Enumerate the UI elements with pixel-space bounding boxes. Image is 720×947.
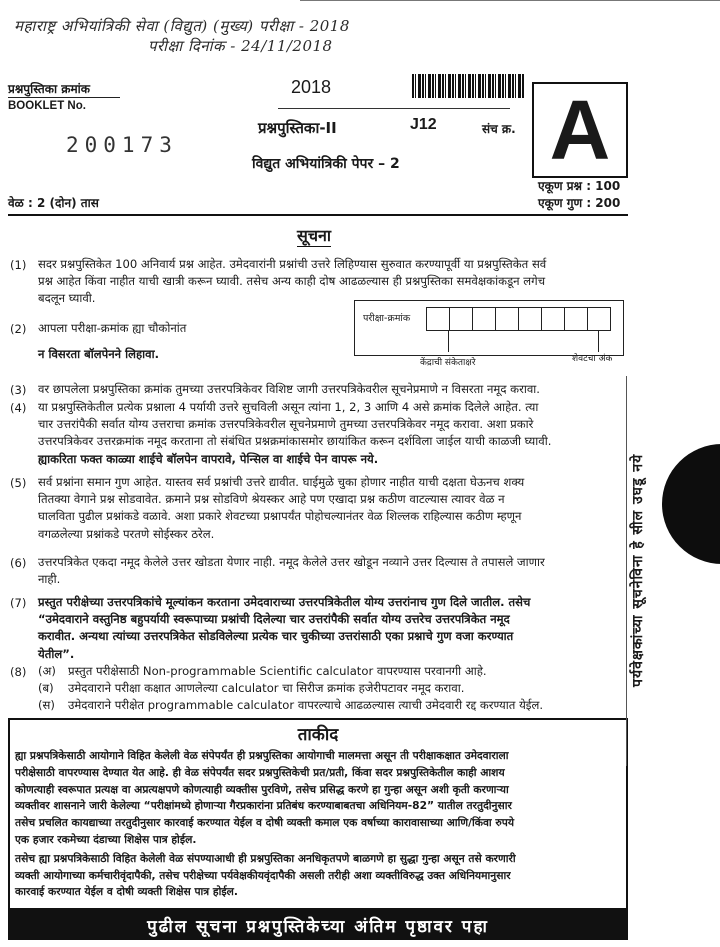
booklet-title: प्रश्नपुस्तिका-II	[258, 119, 337, 137]
item-4-line-3: उत्तरपत्रिकेवर उत्तरक्रमांक नमूद करताना तो संबंधित प्रश्नक्रमांकासमोर छायांकित करून दर्शविला जाईल याची काळजी घ्यावी.	[38, 434, 552, 449]
item-8-sub-a	[38, 663, 628, 680]
item-4-text	[38, 399, 622, 468]
item-5-line-1: सर्व प्रश्नांना समान गुण आहेत. यास्तव सर्व प्रश्नांची उत्तरे द्यावीत. घाईमुळे चुका होणार नाहीत याची दक्षता घेऊनच शक्य	[38, 475, 525, 489]
warning-line: तसेच ह्या प्रश्नपत्रिकेसाठी विहित केलेली वेळ संपण्याआधी ही प्रश्नपुस्तिका अनधिकृतपणे बाळगणे हा सुद्धा गुन्हा असून तसे करणारी	[15, 851, 516, 865]
item-4-number: (4)	[10, 401, 27, 415]
warning-line: कोणत्याही स्वरूपात प्रत्यक्ष वा अप्रत्यक्षपणे कोणत्याही व्यक्तीस पुरविणे, तसेच प्रसिद्ध करणे हा गुन्हा असून अशी कृती करणाऱ्या	[15, 782, 509, 796]
roll-digit-box[interactable]	[426, 307, 450, 331]
roll-digit-box[interactable]	[472, 307, 496, 331]
centre-arrow-line	[448, 330, 449, 352]
item-4-line-4: ह्याकरिता फक्त काळ्या शाईचे बॉलपेन वापरावे, पेन्सिल वा शाईचे पेन वापरू नये.	[38, 451, 379, 466]
item-2-line-2: न विसरता बॉलपेनने लिहावा.	[38, 347, 159, 362]
item-7-line-3: करावीत. अन्यथा त्यांच्या उत्तरपत्रिकेत सोडविलेल्या प्रत्येक चार चुकीच्या उत्तरांसाठी एका प्रश्नाचे गुण वजा करण्यात	[38, 629, 514, 644]
header-rule	[278, 108, 510, 109]
item-8-number: (8)	[10, 665, 27, 679]
warning-line: व्यक्ती आयोगाच्या कर्मचारीवृंदापैकी, तसेच परीक्षेच्या पर्यवेक्षकीयवृंदापैकी असली तरीही अशा व्यक्तीविरुद्ध उक्त अधिनियमानुसार	[15, 868, 511, 882]
item-8-sub-a-label: (अ)	[38, 664, 56, 678]
item-2-text	[38, 320, 338, 363]
warning-line: तसेच प्रचलित कायद्याच्या तरतुदीनुसार कारवाई करण्यात येईल व दोषी व्यक्ती कमाल एक वर्षाच्या कारावासाच्या आणि/किंवा रुपये	[15, 816, 515, 830]
footer-notice-bar	[8, 910, 628, 940]
subject-title: विद्युत अभियांत्रिकी पेपर – 2	[252, 156, 400, 172]
warning-heading: ताकीद	[297, 725, 339, 745]
roll-number-panel	[354, 300, 624, 356]
item-8-sub-b	[38, 680, 628, 697]
paper-code: J12	[410, 116, 437, 133]
roll-digit-box[interactable]	[587, 307, 611, 331]
booklet-label-english: BOOKLET No.	[8, 100, 86, 112]
item-2-line-1: आपला परीक्षा-क्रमांक ह्या चौकोनांत	[38, 321, 187, 335]
handwritten-exam-date: परीक्षा दिनांक - 24/11/2018	[148, 37, 333, 55]
roll-digit-box[interactable]	[449, 307, 473, 331]
item-3-text	[38, 381, 622, 398]
item-7-line-4: येतील”.	[38, 646, 75, 661]
warning-box	[8, 718, 628, 910]
barcode	[412, 74, 524, 98]
digit-arrow-line	[598, 330, 599, 352]
item-5-line-3: घालविता पुढील प्रश्नांकडे वळावे. अशा प्रकारे शेवटच्या प्रश्नापर्यंत पोहोचल्यानंतर वेळ शिल्लक राहिल्यास कठीण म्हणून	[38, 509, 522, 524]
item-6-text	[38, 554, 622, 588]
item-3-number: (3)	[10, 383, 27, 397]
roll-digit-box[interactable]	[495, 307, 519, 331]
item-3-line-1: वर छापलेला प्रश्नपुस्तिका क्रमांक तुमच्या उत्तरपत्रिकेवर विशिष्ट जागी उत्तरपत्रिकेवरील सूचनेप्रमाणे न विसरता नमूद करावा.	[38, 382, 540, 396]
warning-line: ह्या प्रश्नपत्रिकेसाठी आयोगाने विहित केलेली वेळ संपेपर्यंत ही प्रश्नपुस्तिका आयोगाची मालमत्ता असून ती परीक्षाकक्षात उमेदवाराला	[15, 749, 509, 762]
warning-paragraph-2	[10, 849, 626, 901]
item-1-line-3: बदलून घ्यावी.	[38, 291, 96, 306]
section-divider	[8, 214, 628, 216]
set-letter-box	[532, 82, 628, 178]
item-6-line-1: उत्तरपत्रिकेत एकदा नमूद केलेले उत्तर खोडता येणार नाही. नमूद केलेले उत्तर खोडून नव्याने उत्तर दिल्यास ते तपासले जाणार	[38, 555, 545, 569]
top-scan-line	[300, 0, 720, 1]
warning-line: एक हजार रकमेच्या दंडाच्या शिक्षेस पात्र होईल.	[15, 832, 197, 846]
footer-notice-text: पुढील सूचना प्रश्नपुस्तिकेच्या अंतिम पृष्ठावर पहा	[147, 916, 489, 937]
item-7-line-1: प्रस्तुत परीक्षेच्या उत्तरपत्रिकांचे मूल्यांकन करताना उमेदवाराच्या उत्तरपत्रिकेतील योग्य उत्तरांनाच गुण दिले जातील. तसेच	[38, 595, 531, 609]
warning-paragraph-1	[10, 745, 626, 849]
edge-tab-mark	[662, 444, 720, 564]
item-6-number: (6)	[10, 556, 27, 570]
exam-duration: वेळ : 2 (दोन) तास	[8, 196, 99, 210]
item-8-sub-c-label: (स)	[38, 698, 55, 713]
instructions-heading: सूचना	[297, 226, 332, 245]
item-5-number: (5)	[10, 476, 27, 490]
item-2-number: (2)	[10, 322, 27, 336]
item-5-text	[38, 474, 622, 543]
warning-line: व्यक्तीवर शासनाने जारी केलेल्या “परीक्षांमध्ये होणाऱ्या गैरप्रकारांना प्रतिबंध करण्याबाबतचा अधिनियम-82” यातील तरतुदीनुसार	[15, 799, 512, 813]
item-7-line-2: “उमेदवाराने वस्तुनिष्ठ बहुपर्यायी स्वरूपाच्या प्रश्नांची दिलेल्या चार उत्तरांपैकी सर्वात योग्य उत्तरेच उत्तरपत्रिकेत नमूद	[38, 612, 510, 627]
item-8-sub-c	[38, 697, 628, 714]
warning-line: कारवाई करण्यात येईल व दोषी व्यक्ती शिक्षेस पात्र होईल.	[15, 885, 238, 899]
item-5-line-2: तितक्या वेगाने प्रश्न सोडवावेत. क्रमाने प्रश्न सोडविणे श्रेयस्कर आहे पण एखादा प्रश्न कठीण वाटल्यास त्यावर वेळ न	[38, 492, 505, 507]
item-4-line-1: या प्रश्नपुस्तिकेतील प्रत्येक प्रश्नाला 4 पर्यायी उत्तरे सुचविली असून त्यांना 1, 2, 3 आणि 4 असे क्रमांक दिलेले आहेत. त्या	[38, 400, 539, 414]
seal-instruction-text: पर्यवेक्षकांच्या सूचनेविना हे सील उघडू नये	[630, 453, 646, 687]
roll-digit-box[interactable]	[518, 307, 542, 331]
item-1-number: (1)	[10, 258, 27, 272]
last-digit-label: शेवटचा अंक	[572, 354, 613, 364]
set-label: संच क्र.	[482, 122, 516, 136]
roll-digit-box[interactable]	[564, 307, 588, 331]
item-8-sub-b-text: उमेदवाराने परीक्षा कक्षात आणलेल्या calculator चा सिरीज क्रमांक हजेरीपटावर नमूद करावा.	[68, 681, 465, 696]
warning-line: परीक्षेसाठी वापरण्यास देण्यात येत आहे. ही वेळ संपेपर्यंत सदर प्रश्नपुस्तिकेची प्रत/प्रती, किंवा सदर प्रश्नपुस्तिकेतील काही आशय	[15, 765, 505, 779]
item-8-sub-c-text: उमेदवाराने परीक्षेत programmable calculator वापरल्याचे आढळल्यास त्याची उमेदवारी रद्द करण्यात येईल.	[68, 698, 544, 713]
item-8-sub-a-text: प्रस्तुत परीक्षेसाठी Non-programmable Scientific calculator वापरण्यास परवानगी आहे.	[68, 664, 487, 678]
item-7-text	[38, 594, 622, 663]
booklet-label-marathi: प्रश्नपुस्तिका क्रमांक	[8, 80, 120, 98]
item-1-line-1: सदर प्रश्नपुस्तिकेत 100 अनिवार्य प्रश्न आहेत. उमेदवारांनी प्रश्नांची उत्तरे लिहिण्यास सुरुवात करण्यापूर्वी या प्रश्नपुस्तिकेत सर्व	[38, 257, 547, 271]
roll-digit-box[interactable]	[541, 307, 565, 331]
roll-number-boxes[interactable]	[427, 307, 611, 331]
exam-year: 2018	[291, 77, 332, 97]
item-7-number: (7)	[10, 596, 27, 610]
set-letter: A	[549, 83, 611, 177]
roll-number-label: परीक्षा-क्रमांक	[363, 313, 411, 324]
total-marks: एकूण गुण : 200	[538, 196, 621, 210]
item-8-sub-b-label: (ब)	[38, 681, 54, 696]
item-4-line-2: चार उत्तरांपैकी सर्वात योग्य उत्तराचा क्रमांक उत्तरपत्रिकेवरील सूचनेप्रमाणे तुमच्या उत्तरपत्रिकेवर नमूद करावा. अशा प्रकारे	[38, 417, 534, 432]
booklet-number: 200173	[66, 133, 178, 157]
item-6-line-2: नाही.	[38, 572, 61, 587]
item-8-text	[38, 663, 628, 715]
item-5-line-4: वगळलेल्या प्रश्नांकडे परतणे सोईस्कर ठरेल.	[38, 526, 215, 541]
handwritten-exam-title: महाराष्ट्र अभियांत्रिकी सेवा (विद्युत) (मुख्य) परीक्षा - 2018	[14, 17, 350, 35]
total-questions: एकूण प्रश्न : 100	[538, 179, 621, 193]
centre-code-label: केंद्राची संकेताक्षरे	[420, 358, 476, 368]
item-1-line-2: प्रश्न आहेत किंवा नाहीत याची खात्री करून घ्यावी. तसेच अन्य काही दोष आढळल्यास ही प्रश्नपुस्तिका समवेक्षकांकडून लगेच	[38, 274, 546, 289]
